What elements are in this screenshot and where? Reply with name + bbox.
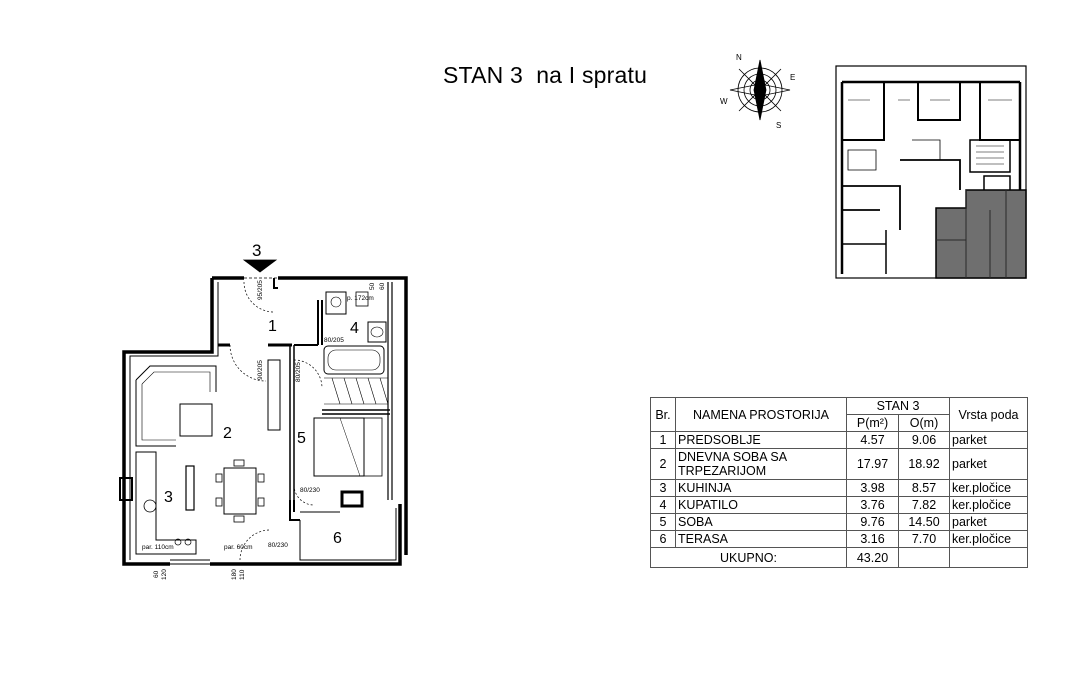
wall-dimension: 120 <box>161 569 168 580</box>
door-label: 95/205 <box>257 280 264 300</box>
door-label: 90/205 <box>257 360 264 380</box>
row-room-name: PREDSOBLJE <box>676 432 847 449</box>
room-number-1: 1 <box>268 318 277 335</box>
window-note: par. 110cm <box>142 544 174 551</box>
row-area: 17.97 <box>847 449 899 480</box>
table-row <box>651 531 1028 548</box>
row-floor-type: ker.pločice <box>950 531 1028 548</box>
wall-dimension: 50 <box>369 282 376 290</box>
total-area: 43.20 <box>847 548 899 568</box>
total-label: UKUPNO: <box>651 548 847 568</box>
row-room-name: SOBA <box>676 514 847 531</box>
row-number: 2 <box>651 449 676 480</box>
door-label: 80/205 <box>324 337 344 344</box>
wall-dimension: 60 <box>379 282 386 290</box>
row-floor-type: parket <box>950 514 1028 531</box>
total-floor-empty <box>950 548 1028 568</box>
row-perimeter: 9.06 <box>899 432 950 449</box>
table-row <box>651 480 1028 497</box>
header-number: Br. <box>651 398 676 432</box>
table-row <box>651 514 1028 531</box>
row-room-name: KUPATILO <box>676 497 847 514</box>
compass-rose-icon <box>720 53 795 130</box>
door-label: 80/230 <box>300 487 320 494</box>
key-plan <box>836 66 1026 278</box>
wall-dimension: 60 <box>153 570 160 578</box>
row-area: 4.57 <box>847 432 899 449</box>
header-perimeter: O(m) <box>899 415 950 432</box>
row-floor-type: ker.pločice <box>950 497 1028 514</box>
compass-letter: N <box>736 53 742 62</box>
room-number-4: 4 <box>350 320 359 337</box>
row-number: 3 <box>651 480 676 497</box>
bathroom-note: p. 172cm <box>347 295 374 302</box>
row-number: 6 <box>651 531 676 548</box>
room-number-3: 3 <box>164 489 173 506</box>
table-row <box>651 497 1028 514</box>
total-perimeter-empty <box>899 548 950 568</box>
row-room-name: TERASA <box>676 531 847 548</box>
section-marker-label: 3 <box>252 241 262 260</box>
room-area-table <box>650 397 1028 568</box>
row-area: 9.76 <box>847 514 899 531</box>
compass-letter: S <box>776 121 782 130</box>
header-room-name: NAMENA PROSTORIJA <box>676 398 847 432</box>
room-number-6: 6 <box>333 530 342 547</box>
door-label: 80/205 <box>295 362 302 382</box>
row-floor-type: ker.pločice <box>950 480 1028 497</box>
window-note: par. 60cm <box>224 544 253 551</box>
row-room-name: DNEVNA SOBA SA TRPEZARIJOM <box>676 449 847 480</box>
header-area: P(m²) <box>847 415 899 432</box>
table-total-row <box>651 548 1028 568</box>
row-number: 5 <box>651 514 676 531</box>
row-perimeter: 7.70 <box>899 531 950 548</box>
row-area: 3.16 <box>847 531 899 548</box>
row-perimeter: 18.92 <box>899 449 950 480</box>
row-number: 4 <box>651 497 676 514</box>
table-row <box>651 449 1028 480</box>
wall-dimension: 180 <box>231 569 238 580</box>
row-number: 1 <box>651 432 676 449</box>
row-room-name: KUHINJA <box>676 480 847 497</box>
door-label: 80/230 <box>268 542 288 549</box>
wall-dimension: 110 <box>239 569 246 580</box>
compass-letter: W <box>720 97 728 106</box>
row-perimeter: 7.82 <box>899 497 950 514</box>
apartment-floor-plan <box>120 260 406 564</box>
room-number-2: 2 <box>223 425 232 442</box>
header-floor-type: Vrsta poda <box>950 398 1028 432</box>
room-number-5: 5 <box>297 430 306 447</box>
table-row <box>651 432 1028 449</box>
row-perimeter: 8.57 <box>899 480 950 497</box>
page-title: STAN 3 na I spratu <box>443 62 648 88</box>
row-floor-type: parket <box>950 432 1028 449</box>
row-perimeter: 14.50 <box>899 514 950 531</box>
row-floor-type: parket <box>950 449 1028 480</box>
row-area: 3.98 <box>847 480 899 497</box>
compass-letter: E <box>790 73 796 82</box>
header-apartment: STAN 3 <box>847 398 950 415</box>
row-area: 3.76 <box>847 497 899 514</box>
